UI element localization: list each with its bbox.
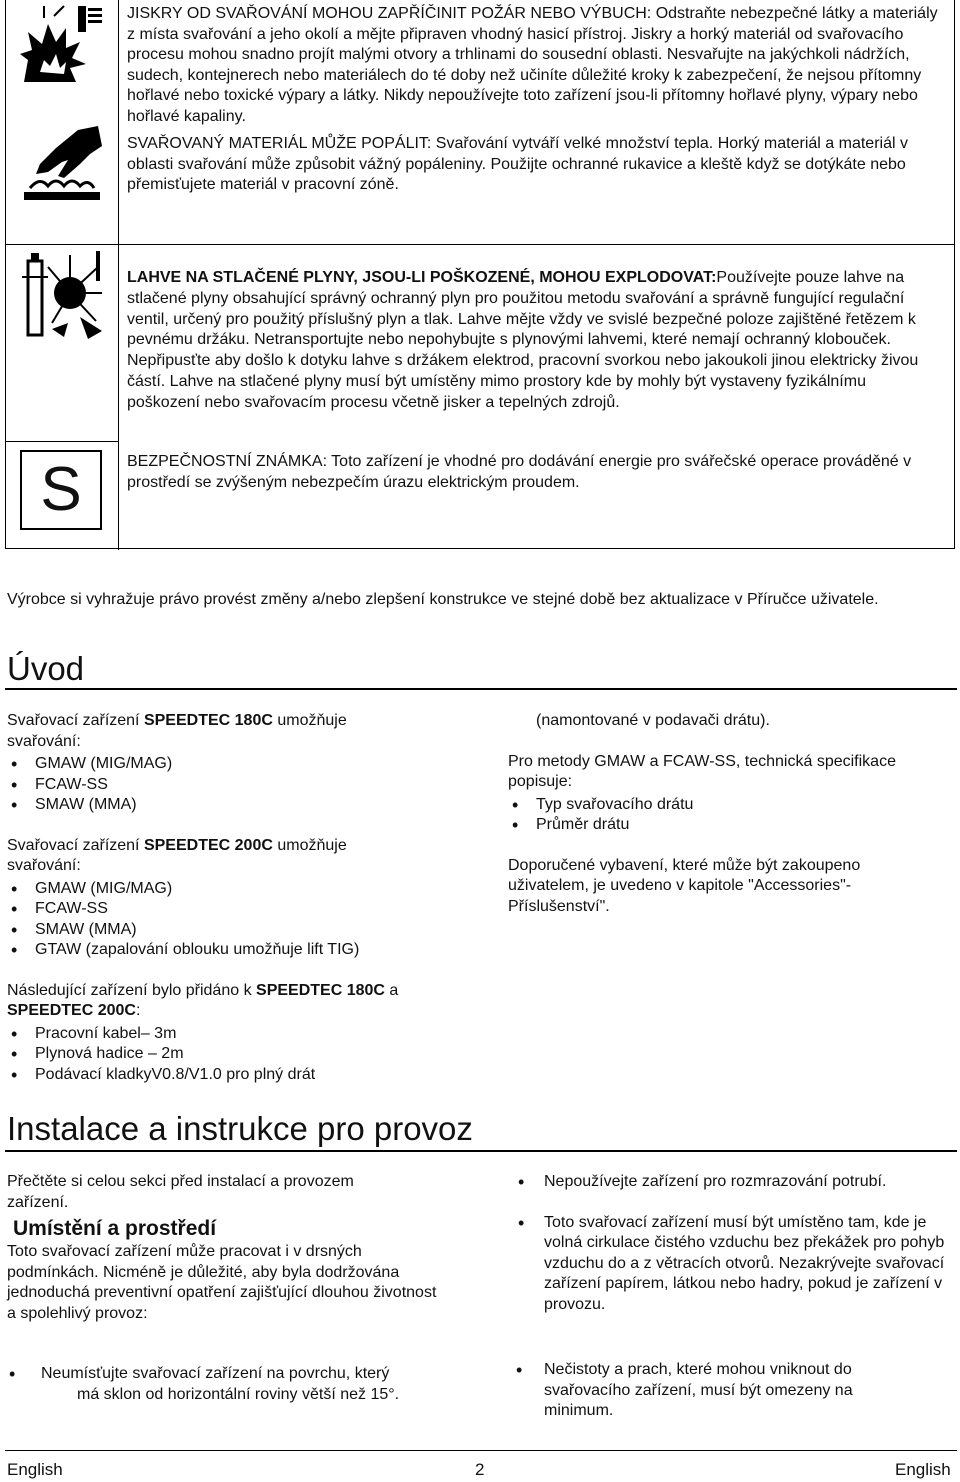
intro-heading: Úvod <box>7 650 85 687</box>
list-item: • GMAW (MIG/MAG) <box>7 754 412 775</box>
bottom-left-bullet-line2: má sklon od horizontální roviny větší než 15°. <box>77 1385 400 1403</box>
intro-p1: Svařovací zařízení SPEEDTEC 180C umožňuje svařování: <box>7 712 347 750</box>
list-item: • GTAW (zapalování oblouku umožňuje lift TIG) <box>7 940 412 961</box>
intro-list-200c <box>7 879 412 961</box>
list-item: • SMAW (MMA) <box>7 795 412 816</box>
gas-cylinder-explosion-icon <box>18 247 108 343</box>
location-subheading: Umístění a prostředí <box>13 1217 217 1240</box>
gas-cylinder-warning-text <box>127 268 943 414</box>
bottom-right-bullet: • Nečistoty a prach, které mohou vniknout do svařovacího zařízení, musí být omezeny na minimum. <box>508 1360 888 1422</box>
list-item: • Plynová hadice – 2m <box>7 1044 412 1065</box>
gas-cylinder-warning-body: Používejte pouze lahve na stlačené plyny obsahující správný ochranný plyn pro použitou metodu svařování a správně fungující regulační ventil, určený pro použitý příslušný plyn a tlak. Lahve mějte vždy ve svislé bezpečné poloze zajištěné řetězem k pevnému držáku. Netransportujte nebo nepohybujte s plynovými lahvemi, které nemají ochranný klobouček. Nepřipusťte aby došlo k dotyku lahve s držákem elektrod, pracovní svorkou nebo jakoukoli jinou elektricky živou částí. Lahve na stlačené plyny musí být umístěny mimo prostory kde by mohly být vystaveny fyzikálnímu poškození nebo svařovacím procesu včetně jisker a tepelných zdrojů. <box>127 269 919 411</box>
intro-list-180c <box>7 754 412 816</box>
safety-mark-warning-text: BEZPEČNOSTNÍ ZNÁMKA: Toto zařízení je vhodné pro dodávání energie pro svářečské operace prováděné v prostředí se zvýšeným nebezpečím úrazu elektrickým proudem. <box>127 453 912 491</box>
intro-left-column <box>7 711 412 1085</box>
install-left-column <box>7 1172 447 1324</box>
intro-right-p2: Pro metody GMAW a FCAW-SS, technická specifikace popisuje: <box>508 752 896 790</box>
hot-material-warning-text: SVAŘOVANÝ MATERIÁL MŮŽE POPÁLIT: Svařování vytváří velké množství tepla. Horký materiál a materiál v oblasti svařování může způsobit vážný popáleniny. Použijte ochranné rukavice a kleště když se dotýkáte nebo přemisťujete materiál v pracovní zóně. <box>127 135 908 193</box>
intro-p3: Následující zařízení bylo přidáno k SPEEDTEC 180C a SPEEDTEC 200C: <box>7 981 399 1019</box>
warning-row-divider <box>6 441 119 442</box>
footer-rule <box>5 1450 957 1451</box>
fire-explosion-icon <box>14 2 110 90</box>
list-item: • SMAW (MMA) <box>7 920 412 941</box>
list-item: • FCAW-SS <box>7 899 412 920</box>
intro-right-p1: (namontované v podavači drátu). <box>536 712 770 729</box>
safety-s-mark-icon <box>20 450 102 530</box>
intro-list-accessories <box>7 1024 412 1086</box>
gas-cylinder-warning-title: LAHVE NA STLAČENÉ PLYNY, JSOU-LI POŠKOZENÉ, MOHOU EXPLODOVAT: <box>127 269 717 286</box>
footer-right-language: English <box>895 1460 951 1479</box>
hot-material-glove-icon <box>18 120 108 202</box>
footer-left-language: English <box>7 1460 63 1479</box>
intro-p2: Svařovací zařízení SPEEDTEC 200C umožňuje svařování: <box>7 836 347 874</box>
install-heading: Instalace a instrukce pro provoz <box>7 1110 473 1147</box>
bottom-right-bullet-text: Nečistoty a prach, které mohou vniknout do svařovacího zařízení, musí být omezeny na minimum. <box>544 1361 853 1419</box>
install-heading-rule <box>5 1150 957 1152</box>
list-item: • GMAW (MIG/MAG) <box>7 879 412 900</box>
intro-right-p3: Doporučené vybavení, které může být zakoupeno uživatelem, je uvedeno v kapitole "Accessories"- Příslušenství". <box>508 856 861 915</box>
list-item: • Podávací kladkyV0.8/V1.0 pro plný drát <box>7 1065 412 1086</box>
install-right-list <box>514 1172 953 1315</box>
bottom-left-bullet-line1: Neumísťujte svařovací zařízení na povrchu, který <box>41 1365 390 1382</box>
install-right-column <box>508 1172 953 1315</box>
location-text: Toto svařovací zařízení může pracovat i v drsných podmínkách. Nicméně je důležité, aby byla dodržována jednoduchá preventivní opatření zajišťující dlouhou životnost a spolehlivý provoz: <box>7 1243 437 1322</box>
install-read-note: Přečtěte si celou sekci před instalací a provozem zařízení. <box>7 1173 354 1211</box>
disclaimer-text: Výrobce si vyhražuje právo provést změny a/nebo zlepšení konstrukce ve stejné době bez aktualizace v Příručce uživatele. <box>7 591 879 608</box>
list-item: • Pracovní kabel– 3m <box>7 1024 412 1045</box>
list-item: • Typ svařovacího drátu <box>508 795 953 816</box>
intro-right-list <box>508 795 953 836</box>
footer-page-number: 2 <box>475 1460 485 1479</box>
intro-heading-rule <box>5 688 957 690</box>
list-item: • FCAW-SS <box>7 775 412 796</box>
list-item: • Toto svařovací zařízení musí být umístěno tam, kde je volná cirkulace čistého vzduchu bez překážek pro pohyb vzduchu do a z větracích otvorů. Nezakrývejte svařovací zařízení papírem, látkou nebo hadry, pokud je zařízení v provozu. <box>514 1213 953 1316</box>
list-item: • Průměr drátu <box>508 815 953 836</box>
bottom-left-bullet: • Neumísťujte svařovací zařízení na povrchu, který má sklon od horizontální roviny větší než 15°. <box>7 1364 477 1405</box>
sparks-warning-text: JISKRY OD SVAŘOVÁNÍ MOHOU ZAPŘÍČINIT POŽÁR NEBO VÝBUCH: Odstraňte nebezpečné látky a materiály z místa svařování a jeho okolí a mějte připraven vhodný hasicí přístroj. Jiskry a horký materiál od svařovacího procesu mohou snadno projít malými otvory a trhlinami do sousední oblasti. Nesvařujte na jakýchkoli nádržích, sudech, kontejnerech nebo materiálech do té doby než učiníte důležité kroky k zabezpečení, že nejsou přítomny hořlavé nebo toxické výpary a látky. Nikdy nepoužívejte toto zařízení jsou-li přítomny hořlavé plyny, výpary nebo hořlavé kapaliny. <box>127 5 938 125</box>
list-item: • Nepoužívejte zařízení pro rozmrazování potrubí. <box>514 1172 953 1193</box>
safety-s-letter: S <box>40 455 82 524</box>
intro-right-column <box>508 711 953 917</box>
